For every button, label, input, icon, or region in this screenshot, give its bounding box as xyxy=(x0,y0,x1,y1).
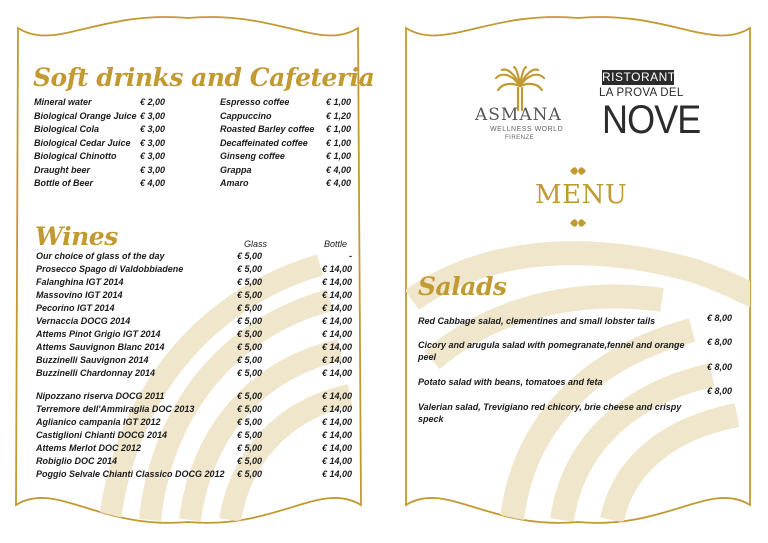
soft-drinks-title: Soft drinks and Cafeteria xyxy=(33,63,375,92)
wine-name: Our choice of glass of the day xyxy=(36,251,165,261)
wine-glass-price: € 5,00 xyxy=(237,391,263,401)
ristorante-label: RISTORANTE xyxy=(602,70,685,84)
asmana-subtitle: WELLNESS WORLD xyxy=(490,126,564,133)
wine-name: Castiglioni Chianti DOCG 2014 xyxy=(36,430,168,440)
wine-bottle-price: € 14,00 xyxy=(321,391,352,401)
wine-name: Pecorino IGT 2014 xyxy=(36,303,115,313)
wine-bottle-price: € 14,00 xyxy=(321,290,352,300)
salad-price: € 8,00 xyxy=(707,362,733,372)
wine-bottle-price: € 14,00 xyxy=(321,456,352,466)
cafeteria-item-name: Grappa xyxy=(220,164,252,175)
cafeteria-item-price: € 1,00 xyxy=(326,137,352,148)
wine-bottle-price: € 14,00 xyxy=(321,443,352,453)
ornament-top-icon xyxy=(568,162,588,174)
wine-glass-price: € 5,00 xyxy=(237,329,263,339)
wine-bottle-price: € 14,00 xyxy=(321,368,352,378)
soft-drink-name: Biological Orange Juice xyxy=(34,110,137,121)
wine-name: Attems Merlot DOC 2012 xyxy=(36,443,142,453)
cafeteria-item-name: Roasted Barley coffee xyxy=(220,124,315,134)
wine-name: Terremore dell'Ammiraglia DOC 2013 xyxy=(36,404,195,414)
soft-drink-price: € 2,00 xyxy=(140,97,166,107)
salad-name: Red Cabbage salad, clementines and small lobster tails xyxy=(418,316,656,326)
wine-bottle-price: € 14,00 xyxy=(321,404,352,414)
wine-bottle-price: € 14,00 xyxy=(321,417,352,427)
cafeteria-item-name: Cappuccino xyxy=(220,110,272,121)
soft-drink-name: Biological Cedar Juice xyxy=(34,137,131,148)
wines-title: Wines xyxy=(35,222,118,251)
cafeteria-item-price: € 1,00 xyxy=(326,97,352,107)
wine-name: Poggio Selvale Chianti Classico DOCG 2012 xyxy=(36,469,225,479)
wine-name: Aglianico campania IGT 2012 xyxy=(36,417,161,427)
cafeteria-item-price: € 4,00 xyxy=(326,178,352,188)
salad-name: Valerian salad, Trevigiano red chicory, brie cheese and crispy speck xyxy=(418,402,682,424)
cafeteria-item-name: Espresso coffee xyxy=(220,97,290,107)
soft-drink-name: Biological Cola xyxy=(34,124,100,134)
wine-bottle-price: € 14,00 xyxy=(321,469,352,479)
wine-bottle-price: € 14,00 xyxy=(321,264,352,274)
wine-name: Robiglio DOC 2014 xyxy=(36,456,118,466)
wine-glass-price: € 5,00 xyxy=(237,443,263,453)
soft-drink-price: € 3,00 xyxy=(140,124,166,134)
wine-glass-price: € 5,00 xyxy=(237,290,263,300)
cafeteria-item-price: € 1,00 xyxy=(326,151,352,161)
wine-name: Vernaccia DOCG 2014 xyxy=(36,316,131,326)
glass-column-header: Glass xyxy=(244,239,268,249)
soft-drink-price: € 3,00 xyxy=(140,137,166,148)
cafeteria-item-price: € 1,00 xyxy=(326,124,352,134)
wine-bottle-price: € 14,00 xyxy=(321,342,352,352)
wine-glass-price: € 5,00 xyxy=(237,303,263,313)
wine-glass-price: € 5,00 xyxy=(237,277,263,287)
soft-drink-name: Bottle of Beer xyxy=(34,178,94,188)
salad-price: € 8,00 xyxy=(707,386,733,396)
wine-glass-price: € 5,00 xyxy=(237,430,263,440)
salad-price: € 8,00 xyxy=(707,337,733,347)
cafeteria-item-name: Decaffeinated coffee xyxy=(220,137,308,148)
wine-glass-price: € 5,00 xyxy=(237,355,263,365)
wine-name: Buzzinelli Chardonnay 2014 xyxy=(36,368,156,378)
wine-bottle-price: € 14,00 xyxy=(321,355,352,365)
soft-drink-name: Draught beer xyxy=(34,164,91,175)
wine-name: Massovino IGT 2014 xyxy=(36,290,123,300)
menu-title: MENU xyxy=(535,180,628,210)
salads-title: Salads xyxy=(418,272,507,301)
wine-glass-price: € 5,00 xyxy=(237,456,263,466)
wine-name: Prosecco Spago di Valdobbiadene xyxy=(36,264,184,274)
wine-glass-price: € 5,00 xyxy=(237,316,263,326)
wine-glass-price: € 5,00 xyxy=(237,417,263,427)
wine-glass-price: € 5,00 xyxy=(237,264,263,274)
wine-name: Attems Sauvignon Blanc 2014 xyxy=(36,342,165,352)
wine-glass-price: € 5,00 xyxy=(237,469,263,479)
wine-name: Nipozzano riserva DOCG 2011 xyxy=(36,391,165,401)
soft-drink-price: € 3,00 xyxy=(140,164,166,175)
wine-glass-price: € 5,00 xyxy=(237,251,263,261)
asmana-city: FIRENZE xyxy=(505,135,535,141)
wine-name: Falanghina IGT 2014 xyxy=(36,277,124,287)
soft-drink-price: € 3,00 xyxy=(140,151,166,161)
wine-bottle-price: € 14,00 xyxy=(321,430,352,440)
soft-drink-price: € 3,00 xyxy=(140,110,166,121)
wine-name: Attems Pinot Grigio IGT 2014 xyxy=(36,329,161,339)
cafeteria-item-price: € 1,20 xyxy=(326,110,352,121)
right-menu-page xyxy=(392,0,768,543)
wine-glass-price: € 5,00 xyxy=(237,404,263,414)
wine-bottle-price: - xyxy=(349,251,352,261)
bottle-column-header: Bottle xyxy=(324,239,348,249)
soft-drink-price: € 4,00 xyxy=(140,178,166,188)
cafeteria-item-name: Ginseng coffee xyxy=(220,151,285,161)
wine-name: Buzzinelli Sauvignon 2014 xyxy=(36,355,149,365)
cafeteria-item-name: Amaro xyxy=(220,178,249,188)
wine-bottle-price: € 14,00 xyxy=(321,316,352,326)
soft-drink-name: Biological Chinotto xyxy=(34,151,117,161)
asmana-brand-name: ASMANA xyxy=(475,105,562,125)
prova-del-label: LA PROVA DEL xyxy=(599,87,684,99)
wine-bottle-price: € 14,00 xyxy=(321,329,352,339)
left-menu-page xyxy=(0,0,376,543)
salad-price: € 8,00 xyxy=(707,313,733,323)
wine-glass-price: € 5,00 xyxy=(237,368,263,378)
wine-bottle-price: € 14,00 xyxy=(321,277,352,287)
wine-glass-price: € 5,00 xyxy=(237,342,263,352)
nove-label: NOVE xyxy=(602,98,701,142)
soft-drink-name: Mineral water xyxy=(34,97,92,107)
cafeteria-item-price: € 4,00 xyxy=(326,164,352,175)
salad-name: Potato salad with beans, tomatoes and feta xyxy=(418,377,603,387)
ornament-bottom-icon xyxy=(568,214,588,226)
salad-name: Cicory and arugula salad with pomegranate,fennel and orange peel xyxy=(418,340,685,362)
wine-bottle-price: € 14,00 xyxy=(321,303,352,313)
